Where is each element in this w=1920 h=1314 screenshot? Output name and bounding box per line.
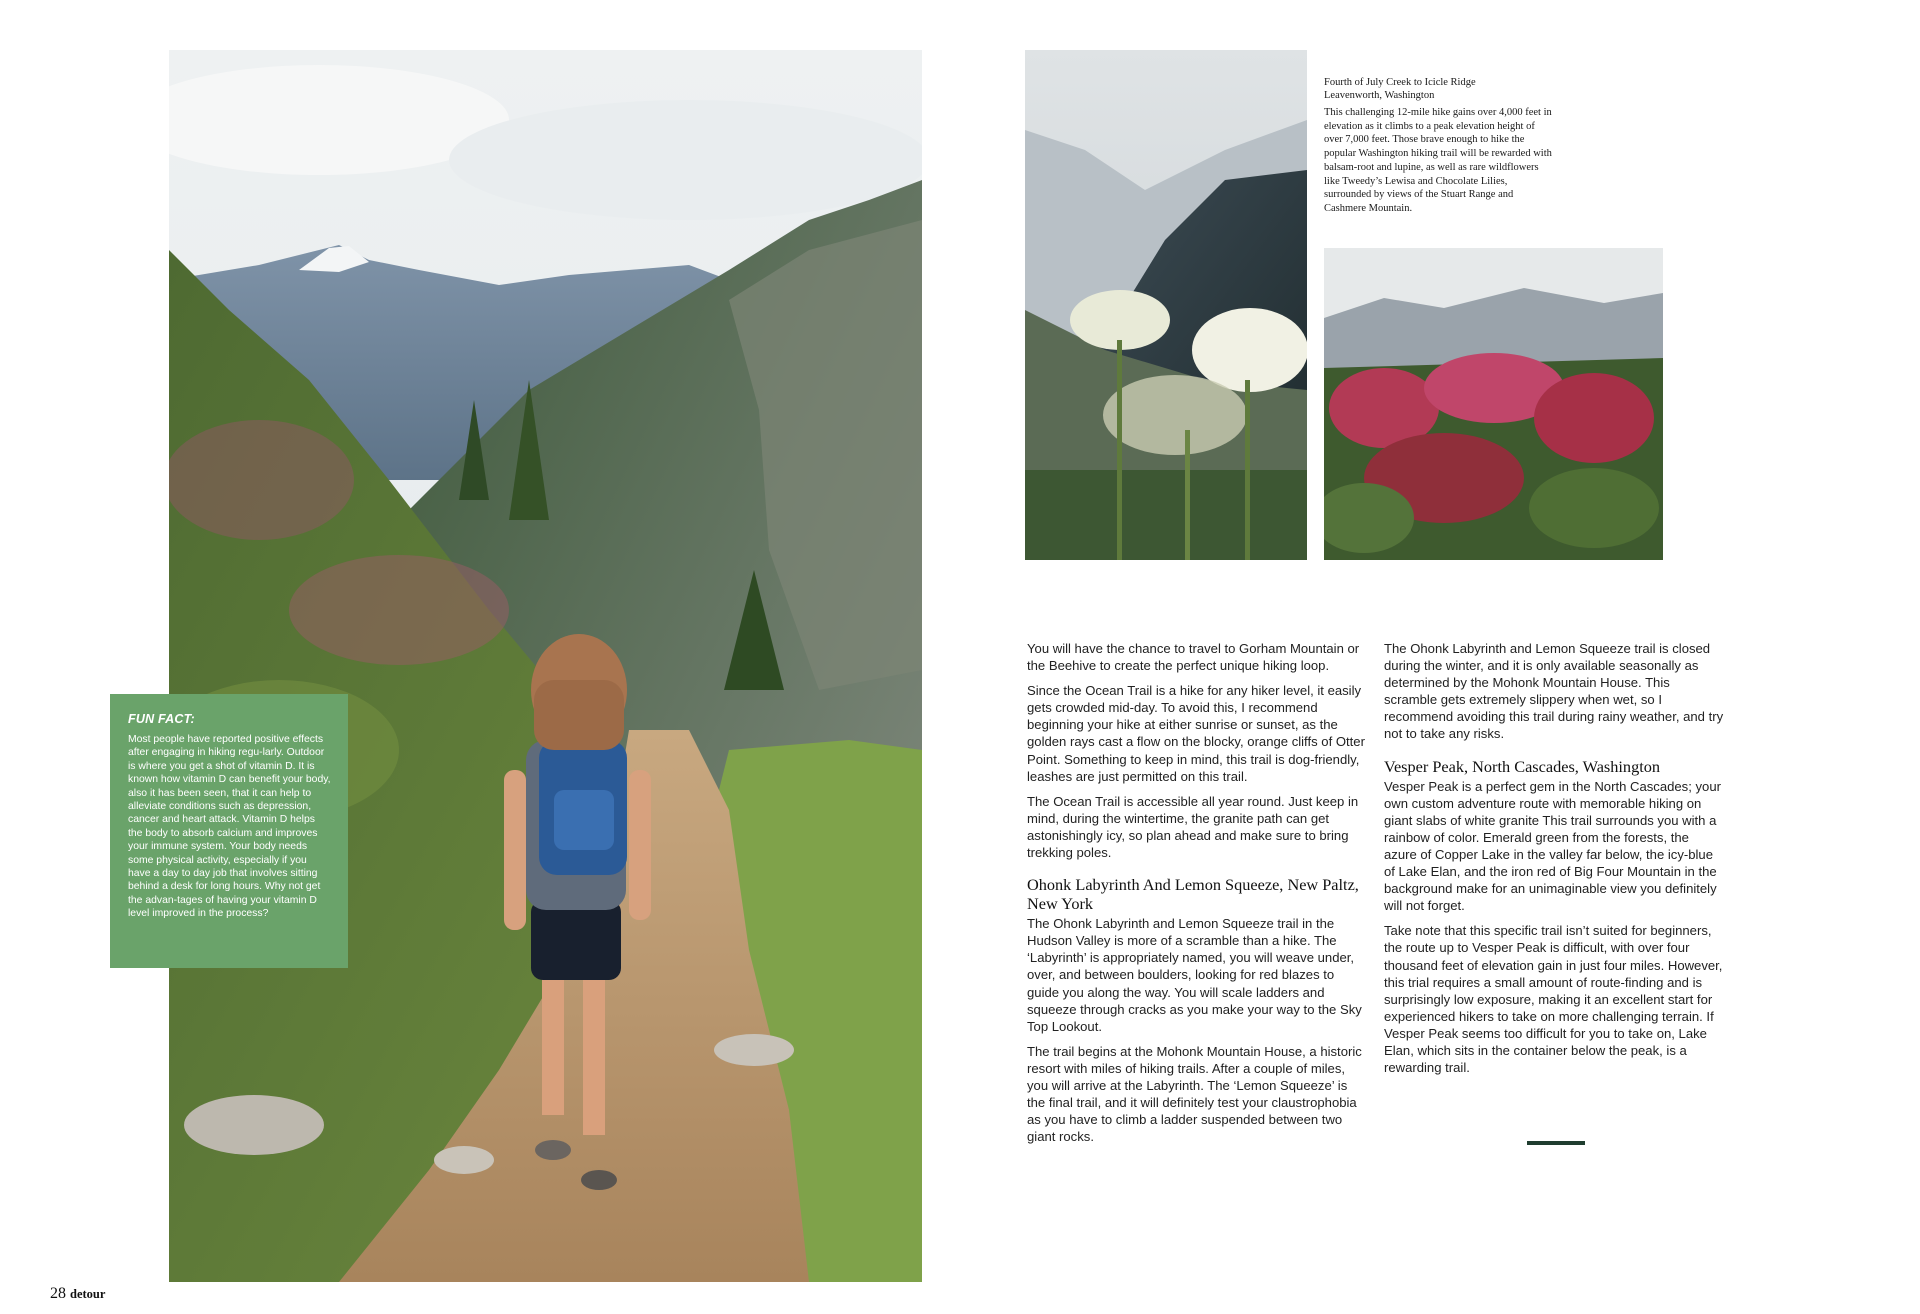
paragraph: The trail begins at the Mohonk Mountain House, a historic resort with miles of hiking trails. After a couple of miles, you will arrive at the Labyrinth. The ‘Lemon Squeeze’ is the final trail, and it will definitely test your claustrophobia as you have to climb a ladder suspended between two giant rocks. (1027, 1043, 1362, 1145)
paragraph: The Ohonk Labyrinth and Lemon Squeeze trail is closed during the winter, and it is only available seasonally as determined by the Mohonk Mountain House. This scramble gets extremely slippery when wet, so I recommend avoiding this trail during rainy weather, and try not to take any risks. (1384, 641, 1724, 742)
paragraph: The Ocean Trail is accessible all year round. Just keep in mind, during the wintertime, the granite path can get astonishingly icy, so plan ahead and make sure to bring trekking poles. (1027, 793, 1359, 861)
paragraph: Take note that this specific trail isn’t suited for beginners, the route up to Vesper Peak is difficult, with over four thousand feet of elevation gain in just four miles. However, this trial requires a small amount of route-finding and is surprisingly low exposure, making it an excellent start for experienced hikers to take on more challenging terrain. If Vesper Peak seems too difficult for you to take on, Lake Elan, which sits in the container below the peak, is a rewarding trail. (1384, 923, 1723, 1076)
hero-photo (169, 50, 922, 1282)
wildflower-mountain-photo (1025, 50, 1307, 560)
paragraph: The Ohonk Labyrinth and Lemon Squeeze trail in the Hudson Valley is more of a scramble than a hike. The ‘Labyrinth’ is appropriately named, you will weave under, over, and between boulders, looking for red blazes to guide you along the way. You will scale ladders and squeeze through cracks as you make your way to the Sky Top Lookout. (1027, 916, 1362, 1034)
paragraph: Vesper Peak is a perfect gem in the North Cascades; your own custom adventure route with memorable hiking on giant slabs of white granite This trail surrounds you with a rainbow of color. Emerald green from the forests, the azure of Copper Lake in the valley far below, the icy-blue of Lake Elan, and the iron red of Big Four Mountain in the background make for an unimaginable view you definitely will not forget. (1384, 778, 1721, 914)
page-number: 28 (50, 1285, 66, 1302)
magazine-brand: detour (70, 1287, 106, 1301)
photo-caption (1324, 76, 1554, 216)
caption-location: Leavenworth, Washington (1324, 90, 1435, 101)
alpine-rose-photo (1324, 248, 1663, 560)
caption-body: This challenging 12-mile hike gains over 4,000 feet in elevation as it climbs to a peak elevation height of over 7,000 feet. Those brave enough to hike the popular Washington hiking trail will be rewarded with balsam-root and lupine, as well as rare wildflowers like Tweedy’s Lewisa and Chocolate Lilies, surrounded by views of the Stuart Range and Cashmere Mountain. (1324, 107, 1552, 214)
article-column-left (1027, 640, 1367, 1153)
fun-fact-box (110, 694, 348, 968)
article-column-right (1384, 640, 1724, 1084)
end-rule (1527, 1141, 1585, 1145)
folio (50, 1285, 105, 1303)
section-heading: Vesper Peak, North Cascades, Washington (1384, 756, 1661, 776)
fun-fact-title: FUN FACT: (128, 712, 195, 726)
paragraph: You will have the chance to travel to Gorham Mountain or the Beehive to create the perfect unique hiking loop. (1027, 641, 1360, 674)
paragraph: Since the Ocean Trail is a hike for any hiker level, it easily gets crowded mid-day. To avoid this, I recommend beginning your hike at either sunrise or sunset, as the golden rays cast a flow on the blocky, orange cliffs of Otter Point. Something to keep in mind, this trail is dog-friendly, leashes are just permitted on this trail. (1027, 683, 1365, 784)
section-heading: Ohonk Labyrinth And Lemon Squeeze, New Paltz, New York (1027, 875, 1359, 914)
fun-fact-body: Most people have reported positive effects after engaging in hiking regu-larly. Outdoor is where you get a shot of vitamin D. It is known how vitamin D can benefit your body, also it has been seen, that it can help to alleviate conditions such as depression, cancer and heart attack. Vitamin D helps the body to absorb calcium and improves your immune system. Your body needs some physical activity, especially if you have a day to day job that involves sitting behind a desk for long hours. Why not get the advan-tages of having your vitamin D level improved in the process? (128, 734, 331, 920)
caption-title: Fourth of July Creek to Icicle Ridge (1324, 77, 1476, 88)
